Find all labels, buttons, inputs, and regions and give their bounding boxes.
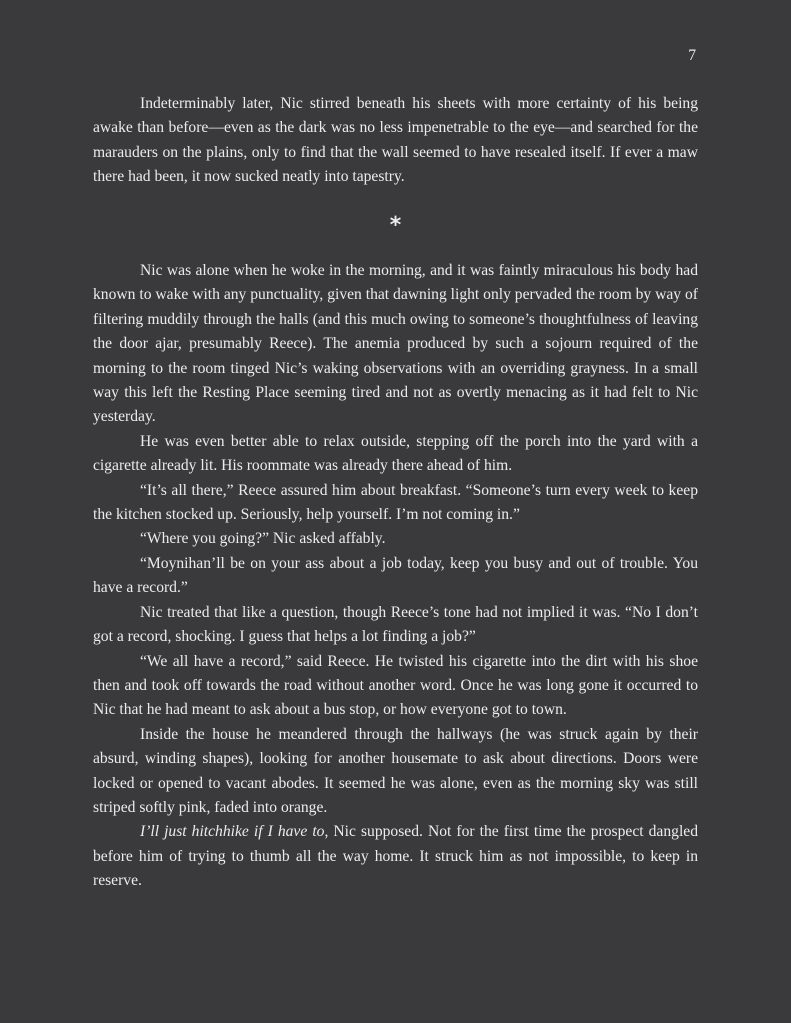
italic-thought: I’ll just hitchhike if I have to [140, 823, 325, 841]
paragraph: “We all have a record,” said Reece. He twisted his cigarette into the dirt with his shoe then and took off towards the road without another word. Once he was long gone it occurred to Nic that he had meant to ask about a bus stop, or how everyone got to town. [93, 652, 698, 719]
paragraph: Nic treated that like a question, though Reece’s tone had not implied it was. “No I don’t got a record, shocking. I guess that helps a lot finding a job?” [93, 603, 698, 646]
paragraph: “It’s all there,” Reece assured him about breakfast. “Someone’s turn every week to keep the kitchen stocked up. Seriously, help yourself. I’m not coming in.” [93, 481, 698, 524]
paragraph: Nic was alone when he woke in the morning, and it was faintly miraculous his body had known to wake with any punctuality, given that dawning light only pervaded the room by way of filtering muddily through the halls (and this much owing to someone’s thoughtfulness of leaving the door ajar, presumably Reece). The anemia produced by such a sojourn required of the morning to the room tinged Nic’s waking observations with an overriding grayness. In a small way this left the Resting Place seeming tired and not as overtly menacing as it had felt to Nic yesterday. [93, 262, 698, 426]
page-number: 7 [688, 47, 696, 64]
paragraph: He was even better able to relax outside, stepping off the porch into the yard with a cigarette already lit. His roommate was already there ahead of him. [93, 432, 698, 475]
section-one [93, 92, 698, 190]
section-break-asterisk: * [389, 213, 402, 238]
paragraph-text: , Nic supposed. Not for the first time the prospect dangled before him of trying to thumb all the way home. It struck him as not impossible, to keep in reserve. [93, 823, 698, 890]
paragraph: Inside the house he meandered through the hallways (he was struck again by their absurd, winding shapes), looking for another housemate to ask about directions. Doors were locked or opened to vacant abodes. It seemed he was alone, even as the morning sky was still striped softly pink, faded into orange. [93, 725, 698, 816]
paragraph: Indeterminably later, Nic stirred beneath his sheets with more certainty of his being awake than before—even as the dark was no less impenetrable to the eye—and searched for the marauders on the plains, only to find that the wall seemed to have resealed itself. If ever a maw there had been, it now sucked neatly into tapestry. [93, 95, 698, 186]
paragraph: “Where you going?” Nic asked affably. [140, 530, 386, 548]
paragraph: “Moynihan’ll be on your ass about a job today, keep you busy and out of trouble. You have a record.” [93, 554, 698, 597]
section-two [93, 259, 698, 894]
paragraph [93, 820, 698, 893]
